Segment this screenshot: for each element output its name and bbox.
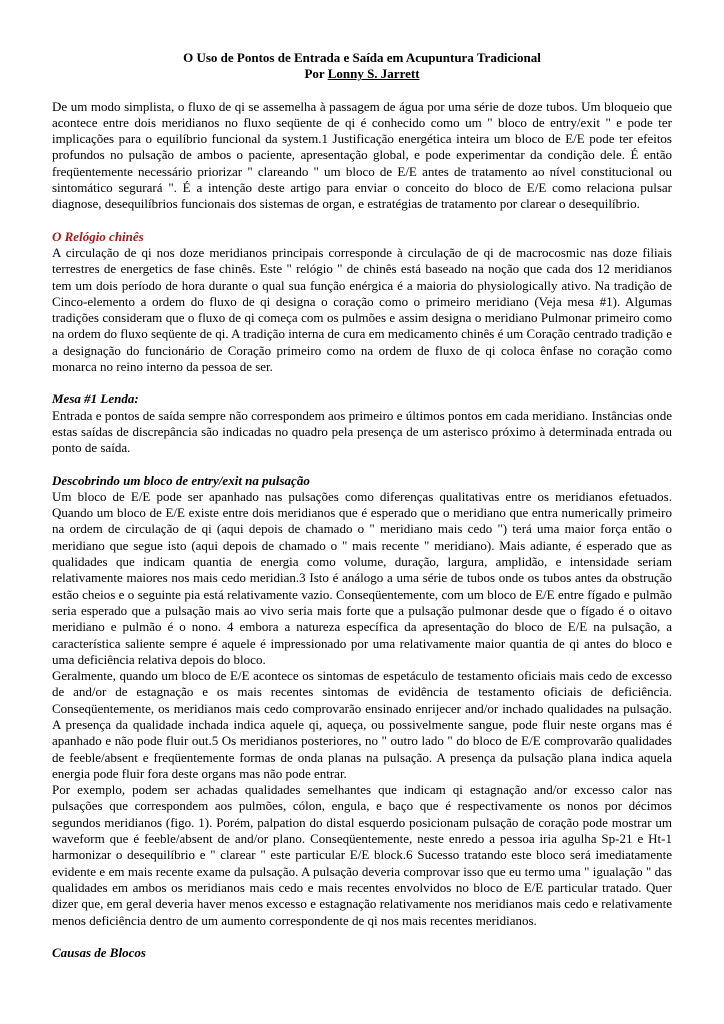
section-paragraph: Um bloco de E/E pode ser apanhado nas pulsações como diferenças qualitativas entre os meridianos efetuados. Quando um bloco de E/E existe entre dois meridianos que é esperado que o meridiano que entra numerically primeiro na ordem de circulação de qi (aqui depois de chamado o " meridiano mais cedo ") terá uma maior força então o meridiano que segue isto (aqui depois de chamado o " mais recente " meridiano). Mais adiante, é esperado que as qualidades que indicam quantia de energia como volume, duração, largura, amplidão, e intensidade seriam relativamente maiores nos mais cedo meridian.3 Isto é análogo a uma série de tubos onde os tubos antes da obstrução estão cheios e o seguinte pia está relativamente vazio. Conseqüentemente, com um bloco de E/E entre fígado e pulmão seria esperado que a pulsação mais ao vivo seria mais forte que a pulsação pulmonar desde que o fígado é o oitavo meridiano e pulmão é o nono. 4 embora a natureza específica da apresentação do bloco de E/E na pulsação, a característica saliente sempre é aquele é impressionado por uma relativamente maior quantia de qi antes do bloco e uma deficiência relativa depois do bloco. <box>52 488 672 667</box>
document-author <box>52 66 672 82</box>
section-paragraph: Entrada e pontos de saída sempre não correspondem aos primeiro e últimos pontos em cada meridiano. Instâncias onde estas saídas de discrepância são indicadas no quadro pela presença de um asterisco próximo à determinada entrada ou ponto de saída. <box>52 407 672 456</box>
section-paragraph: Por exemplo, podem ser achadas qualidades semelhantes que indicam qi estagnação and/or excesso calor nas pulsações que correspondem aos pulmões, cólon, engula, e baço que é respectivamente os nonos por décimos segundos meridianos (figo. 1). Porém, palpation do distal esquerdo posicionam pulsação de coração pode mostrar um waveform que é feeble/absent de and/or plano. Conseqüentemente, neste enredo a pessoa iria agulha Sp-21 e Ht-1 harmonizar o desequilíbrio e " clarear " este particular E/E block.6 Sucesso tratando este bloco será imediatamente evidente e em mais recente exame da pulsação. A pulsação deveria comprovar isso que eu termo uma " igualação " das qualidades em ambos os meridianos mais cedo e mais recentes envolvidos no bloco de E/E particular tratado. Quer dizer que, em geral deveria haver menos excesso e estagnação relativamente nos meridianos mais cedo e relativamente menos deficiência dentro de um aumento correspondente de qi nos mais recentes meridianos. <box>52 782 672 928</box>
section-heading-causas: Causas de Blocos <box>52 944 146 960</box>
author-prefix: Por <box>304 66 328 82</box>
section-heading-descobrindo: Descobrindo um bloco de entry/exit na pulsação <box>52 472 310 488</box>
spacer <box>52 213 672 229</box>
intro-paragraph: De um modo simplista, o fluxo de qi se assemelha à passagem de água por uma série de doze tubos. Um bloqueio que acontece entre dois meridianos no fluxo seqüente de qi é conhecido como um " bloco de entry/exit " e pode ter implicações para o equilíbrio funcional da system.1 Justificação energética inteira um bloco de E/E pode ter efeitos profundos no pulsação de ambos o paciente, apresentação global, e pode experimentar da condição dele. É então freqüentemente necessário priorizar " clareando " um bloco de E/E antes de tratamento ao nível constitucional ou sintomático segurará ". É a intenção deste artigo para enviar o conceito do bloco de E/E como relaciona pulsar diagnose, desequilíbrios funcionais dos sistemas de organ, e estratégias de tratamento por clarear o desequilíbrio. <box>52 98 672 212</box>
document-page <box>52 50 672 961</box>
author-name: Lonny S. Jarrett <box>327 66 420 82</box>
section-paragraph: Geralmente, quando um bloco de E/E acontece os sintomas de espetáculo de testamento oficiais mais cedo de excesso de and/or de estagnação e os mais recentes sintomas de evidência de testamento oficiais de deficiência. Conseqüentemente, os meridianos mais cedo comprovarão ensinado enrijecer and/or inchado qualidades na pulsação. A presença da qualidade inchada indica aquele qi, aqueça, ou possivelmente sangue, pode fluir neste organs mas é apanhado e não pode fluir out.5 Os meridianos posteriores, no " outro lado " do bloco de E/E comprovarão qualidades de feeble/absent e freqüentemente formas de onda planas na pulsação. A presença da pulsação plana indica aquela energia pode fluir fora deste organs mas não pode entrar. <box>52 668 672 781</box>
section-heading-mesa: Mesa #1 Lenda: <box>52 391 139 407</box>
section-heading-relogio: O Relógio chinês <box>52 228 144 244</box>
spacer <box>52 375 672 391</box>
document-title: O Uso de Pontos de Entrada e Saída em Acupuntura Tradicional <box>183 50 541 65</box>
section-paragraph: A circulação de qi nos doze meridianos principais corresponde à circulação de qi de macrocosmic nas doze filiais terrestres de energetics de fase chinês. Este " relógio " de chinês está baseado na noção que cada dos 12 meridianos tem um dois período de hora durante o qual sua função enérgica é a maioria do physiologically ativo. Na tradição de Cinco-elemento a ordem do fluxo de qi designa o coração como o primeiro meridiano (Veja mesa #1). Algumas tradições consideram que o fluxo de qi começa com os pulmões e assim designa o meridiano Pulmonar primeiro como na ordem do fluxo seqüente de qi. A tradição interna de cura em medicamento chinês é um Coração centrado tradição e a designação do funcionário de Coração primeiro como na ordem de fluxo de qi coloca ênfase no coração como monarca no reino interno da pessoa de ser. <box>52 244 672 375</box>
spacer <box>52 457 672 473</box>
spacer <box>52 929 672 945</box>
